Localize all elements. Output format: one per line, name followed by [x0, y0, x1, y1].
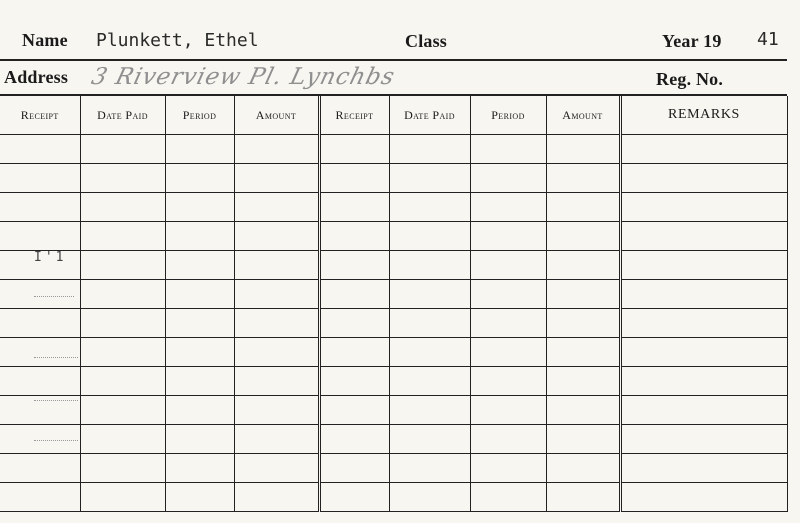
table-cell [319, 251, 389, 280]
table-cell [0, 425, 80, 454]
table-cell [0, 309, 80, 338]
table-cell [620, 135, 787, 164]
table-cell [546, 164, 620, 193]
table-cell [319, 135, 389, 164]
table-row [0, 193, 787, 222]
table-cell [546, 222, 620, 251]
column-header-date-paid-2: Date Paid [389, 96, 470, 135]
table-cell [80, 425, 165, 454]
table-cell [389, 425, 470, 454]
table-cell [234, 164, 319, 193]
table-cell [546, 251, 620, 280]
table-cell [319, 309, 389, 338]
margin-mark: I'1 [34, 250, 67, 265]
table-cell [546, 193, 620, 222]
table-cell [234, 251, 319, 280]
table-cell [319, 280, 389, 309]
table-cell [546, 367, 620, 396]
table-cell [0, 280, 80, 309]
table-cell [319, 367, 389, 396]
faint-dotted-mark [34, 357, 78, 358]
table-cell [389, 164, 470, 193]
table-cell [319, 338, 389, 367]
table-cell [80, 164, 165, 193]
table-cell [546, 425, 620, 454]
table-cell [470, 135, 546, 164]
table-cell [0, 222, 80, 251]
table-cell [546, 396, 620, 425]
table-cell [389, 309, 470, 338]
table-cell [620, 280, 787, 309]
table-cell [165, 135, 234, 164]
table-cell [80, 483, 165, 512]
table-cell [620, 222, 787, 251]
table-cell [546, 338, 620, 367]
table-cell [470, 454, 546, 483]
table-cell [620, 309, 787, 338]
table-cell [389, 222, 470, 251]
faint-dotted-mark [34, 296, 74, 297]
table-cell [470, 309, 546, 338]
table-cell [0, 454, 80, 483]
table-cell [620, 367, 787, 396]
table-cell [80, 251, 165, 280]
table-cell [389, 454, 470, 483]
table-cell [470, 483, 546, 512]
table-cell [0, 193, 80, 222]
table-cell [470, 425, 546, 454]
table-cell [319, 164, 389, 193]
address-value-handwritten: 3 Riverview Pl. Lynchbs [88, 64, 398, 90]
table-cell [0, 483, 80, 512]
table-cell [620, 251, 787, 280]
table-cell [234, 280, 319, 309]
table-cell [80, 338, 165, 367]
table-row [0, 135, 787, 164]
table-cell [389, 338, 470, 367]
table-cell [470, 396, 546, 425]
year-label: Year 19 [662, 31, 722, 51]
table-cell [80, 396, 165, 425]
table-row [0, 164, 787, 193]
table-cell [0, 164, 80, 193]
table-cell [389, 483, 470, 512]
payment-ledger-table [0, 96, 788, 512]
faint-dotted-mark [34, 440, 78, 441]
name-value: Plunkett, Ethel [96, 30, 259, 51]
table-row [0, 454, 787, 483]
table-cell [546, 309, 620, 338]
table-row [0, 251, 787, 280]
table-cell [0, 338, 80, 367]
table-cell [470, 280, 546, 309]
table-cell [165, 454, 234, 483]
address-label: Address [4, 67, 69, 87]
table-cell [165, 251, 234, 280]
table-row [0, 280, 787, 309]
table-cell [620, 425, 787, 454]
table-cell [389, 251, 470, 280]
column-header-receipt: Receipt [0, 96, 80, 135]
column-header-period-2: Period [470, 96, 546, 135]
table-cell [470, 338, 546, 367]
table-cell [546, 135, 620, 164]
table-row [0, 483, 787, 512]
table-cell [470, 164, 546, 193]
table-cell [234, 425, 319, 454]
table-cell [165, 309, 234, 338]
table-cell [234, 193, 319, 222]
table-cell [80, 454, 165, 483]
table-cell [546, 483, 620, 512]
table-cell [165, 425, 234, 454]
table-cell [389, 135, 470, 164]
table-cell [546, 280, 620, 309]
table-cell [80, 367, 165, 396]
table-row [0, 425, 787, 454]
column-header-remarks: REMARKS [620, 96, 787, 135]
table-cell [165, 164, 234, 193]
table-cell [0, 135, 80, 164]
table-cell [165, 193, 234, 222]
table-cell [389, 193, 470, 222]
table-cell [319, 193, 389, 222]
table-cell [165, 338, 234, 367]
table-cell [165, 222, 234, 251]
reg-no-label: Reg. No. [656, 69, 724, 89]
table-cell [319, 222, 389, 251]
table-cell [319, 396, 389, 425]
column-header-receipt-2: Receipt [319, 96, 389, 135]
table-row [0, 396, 787, 425]
faint-dotted-mark [34, 400, 78, 401]
year-value: 41 [757, 29, 779, 50]
table-header-row [0, 96, 787, 135]
table-cell [319, 425, 389, 454]
column-header-amount-2: Amount [546, 96, 620, 135]
table-cell [620, 164, 787, 193]
table-cell [319, 454, 389, 483]
column-header-amount: Amount [234, 96, 319, 135]
table-cell [80, 280, 165, 309]
table-cell [620, 483, 787, 512]
table-cell [470, 193, 546, 222]
table-cell [80, 309, 165, 338]
table-cell [234, 338, 319, 367]
table-cell [389, 396, 470, 425]
table-cell [80, 222, 165, 251]
table-cell [165, 396, 234, 425]
table-cell [234, 135, 319, 164]
table-cell [389, 367, 470, 396]
column-header-date-paid: Date Paid [80, 96, 165, 135]
table-cell [0, 367, 80, 396]
table-cell [234, 483, 319, 512]
table-cell [234, 222, 319, 251]
table-row [0, 309, 787, 338]
table-cell [165, 483, 234, 512]
table-cell [234, 396, 319, 425]
table-cell [620, 193, 787, 222]
table-cell [234, 367, 319, 396]
table-cell [546, 454, 620, 483]
table-cell [319, 483, 389, 512]
header-rule [0, 59, 787, 61]
table-cell [165, 367, 234, 396]
table-cell [470, 251, 546, 280]
table-cell [389, 280, 470, 309]
table-cell [620, 338, 787, 367]
class-label: Class [405, 31, 448, 51]
table-cell [620, 454, 787, 483]
table-row [0, 338, 787, 367]
column-header-period: Period [165, 96, 234, 135]
table-cell [620, 396, 787, 425]
table-row [0, 367, 787, 396]
table-cell [80, 193, 165, 222]
table-cell [165, 280, 234, 309]
table-cell [234, 454, 319, 483]
name-label: Name [22, 30, 68, 50]
table-cell [470, 367, 546, 396]
table-row [0, 222, 787, 251]
table-cell [234, 309, 319, 338]
table-cell [470, 222, 546, 251]
table-cell [80, 135, 165, 164]
